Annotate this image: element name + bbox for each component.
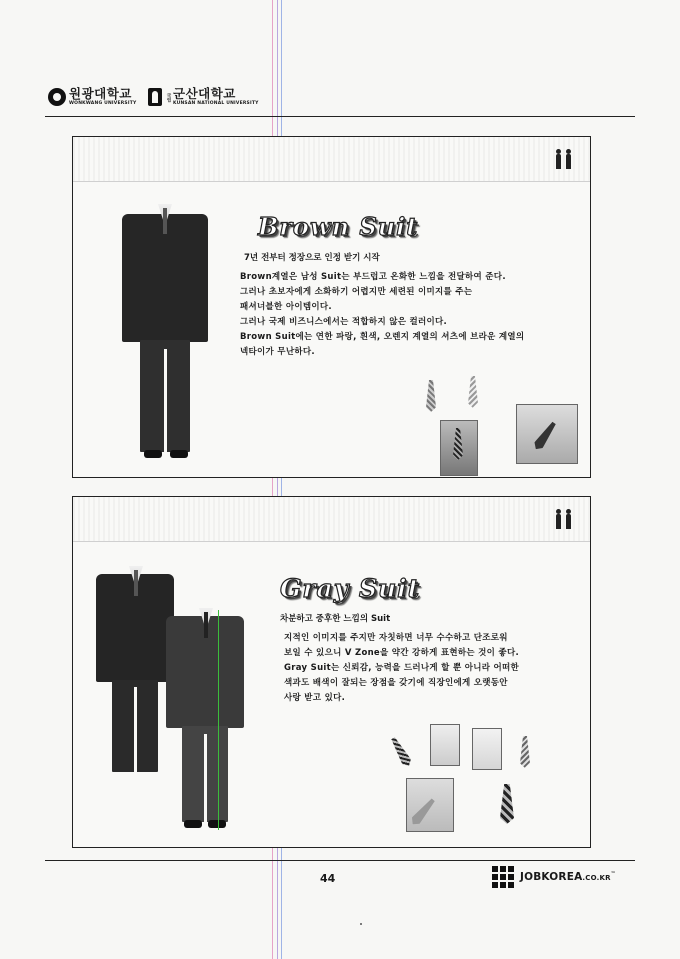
gray-suit-title: Gray Suit <box>280 574 421 603</box>
gray-suit-description <box>284 631 519 706</box>
brown-suit-title: Brown Suit <box>258 212 419 241</box>
walking-people-icon <box>554 511 576 529</box>
description-line: 넥타이가 무난하다. <box>240 347 315 357</box>
description-line: 지적인 이미지를 주지만 자칫하면 너무 수수하고 단조로워 <box>284 633 508 643</box>
gray-suit-image <box>166 608 246 830</box>
description-line: Brown Suit에는 연한 파랑, 흰색, 오렌지 계열의 셔츠에 브라운 계열의 <box>240 332 525 342</box>
kunsan-name: 군산대학교 <box>173 86 236 101</box>
description-line: 그러나 국제 비즈니스에서는 적합하지 않은 컬러이다. <box>240 317 448 327</box>
kunsan-name-en: KUNSAN NATIONAL UNIVERSITY <box>173 100 259 106</box>
kunsan-badge: 국립 <box>166 92 171 102</box>
description-line: Gray Suit는 신뢰감, 능력을 드러나게 할 뿐 아니라 어떠한 <box>284 663 520 673</box>
brown-suit-description <box>240 270 524 360</box>
description-line: 그러나 초보자에게 소화하기 어렵지만 세련된 이미지를 주는 <box>240 287 473 297</box>
kunsan-logo <box>148 88 259 106</box>
gray-suit-subtitle: 차분하고 중후한 느낌의 Suit <box>280 614 391 624</box>
brown-suit-subtitle: 7년 전부터 정장으로 인정 받기 시작 <box>244 253 380 263</box>
brand-name: JOBKOREA <box>520 871 583 883</box>
brand-trademark: ™ <box>610 871 616 877</box>
jobkorea-grid-icon <box>492 866 514 888</box>
brown-suit-image <box>120 204 210 464</box>
university-emblem-icon <box>48 88 66 106</box>
description-line: 사랑 받고 있다. <box>284 693 346 703</box>
wonkwang-logo <box>48 88 136 106</box>
panel-header-band <box>73 137 590 182</box>
description-line: Brown계열은 남성 Suit는 부드럽고 온화한 느낌을 전달하여 준다. <box>240 272 506 282</box>
scan-speck <box>360 923 362 925</box>
brand-domain: .CO.KR <box>582 874 611 882</box>
page-header <box>48 88 288 110</box>
scan-artifact-line <box>218 610 219 830</box>
description-line: 색과도 배색이 잘되는 장점을 갖기에 직장인에게 오랫동안 <box>284 678 508 688</box>
footer-divider <box>45 860 635 861</box>
panel-header-band <box>73 497 590 542</box>
walking-people-icon <box>554 151 576 169</box>
dark-suit-image <box>96 566 176 776</box>
jobkorea-logo <box>492 866 616 888</box>
page-number: 44 <box>320 872 336 885</box>
wonkwang-name: 원광대학교 <box>69 86 132 101</box>
wonkwang-name-en: WONKWANG UNIVERSITY <box>69 100 137 106</box>
university-emblem-icon <box>148 88 162 106</box>
description-line: 패셔너블한 아이템이다. <box>240 302 332 312</box>
description-line: 보일 수 있으니 V Zone을 약간 강하게 표현하는 것이 좋다. <box>284 648 519 658</box>
header-divider <box>45 116 635 117</box>
